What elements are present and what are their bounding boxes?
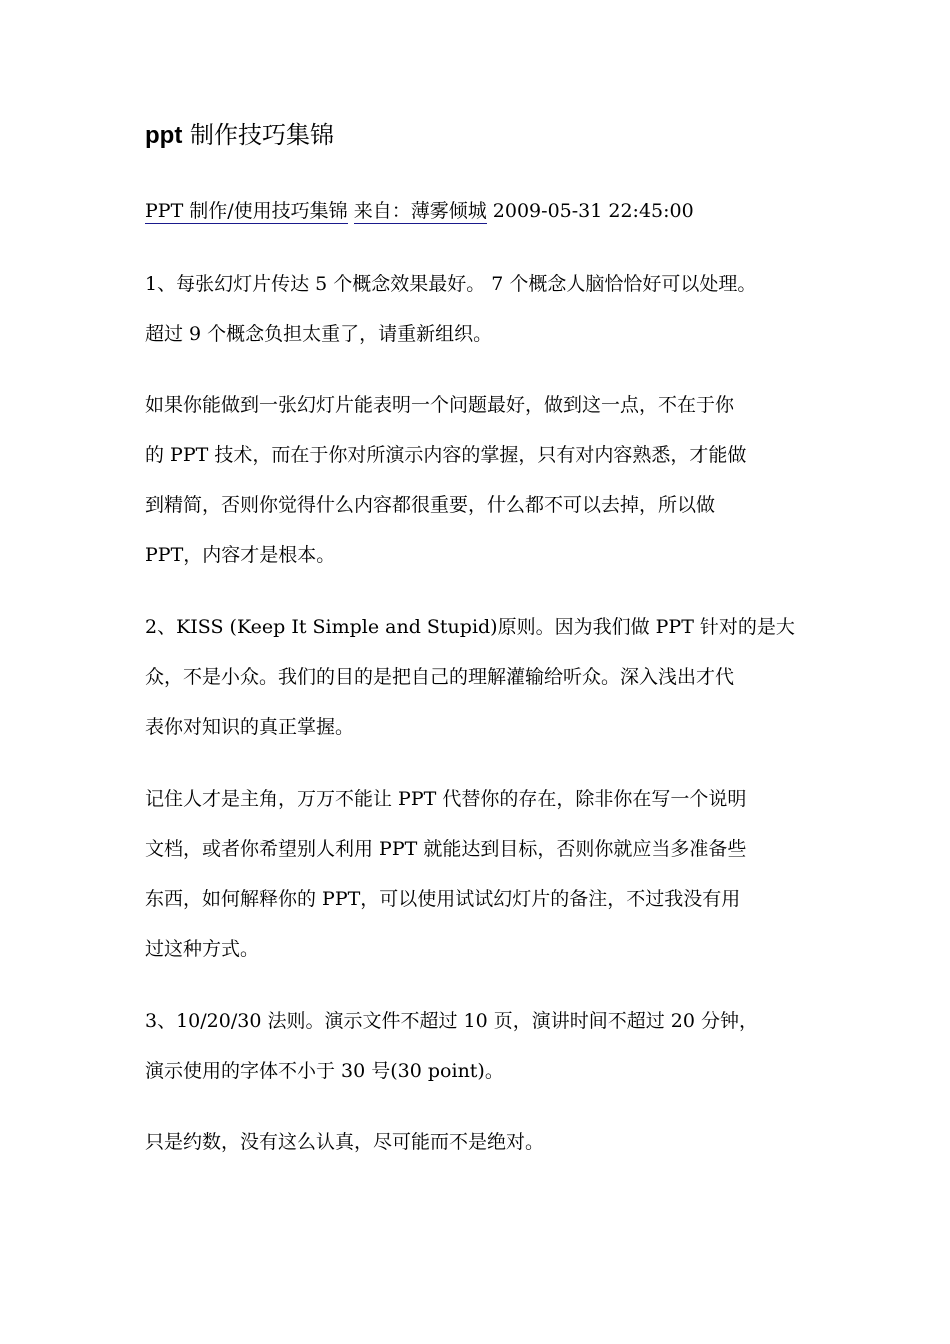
paragraph-line: 2、KISS (Keep It Simple and Stupid)原则。因为我们做 PPT 针对的是大 xyxy=(145,616,795,638)
paragraph-line: 只是约数，没有这么认真，尽可能而不是绝对。 xyxy=(145,1131,545,1153)
title-ppt: ppt xyxy=(145,122,183,149)
paragraph-line: 表你对知识的真正掌握。 xyxy=(145,716,355,738)
paragraph-2 xyxy=(145,380,815,580)
paragraph-line: 如果你能做到一张幻灯片能表明一个问题最好，做到这一点，不在于你 xyxy=(145,394,735,416)
paragraph-line: 东西，如何解释你的 PPT，可以使用试试幻灯片的备注，不过我没有用 xyxy=(145,888,741,910)
title-text: 制作技巧集锦 xyxy=(182,121,334,149)
author-link[interactable]: 来自：薄雾倾城 xyxy=(353,200,487,222)
paragraph-6 xyxy=(145,1117,815,1167)
paragraph-line: 到精简，否则你觉得什么内容都很重要，什么都不可以去掉，所以做 xyxy=(145,494,716,516)
paragraph-1 xyxy=(145,259,815,359)
paragraph-line: PPT，内容才是根本。 xyxy=(145,544,336,566)
paragraph-line: 的 PPT 技术，而在于你对所演示内容的掌握，只有对内容熟悉，才能做 xyxy=(145,444,747,466)
article-meta-line xyxy=(145,196,694,226)
paragraph-line: 演示使用的字体不小于 30 号(30 point)。 xyxy=(145,1060,504,1082)
document-title xyxy=(145,118,334,153)
paragraph-line: 超过 9 个概念负担太重了，请重新组织。 xyxy=(145,323,493,345)
paragraph-5 xyxy=(145,996,815,1096)
paragraph-4 xyxy=(145,774,815,974)
article-title-link[interactable]: PPT 制作/使用技巧集锦 xyxy=(145,200,348,222)
paragraph-3 xyxy=(145,602,815,752)
paragraph-line: 过这种方式。 xyxy=(145,938,260,960)
paragraph-line: 众，不是小众。我们的目的是把自己的理解灌输给听众。深入浅出才代 xyxy=(145,666,735,688)
paragraph-line: 文档，或者你希望别人利用 PPT 就能达到目标，否则你就应当多准备些 xyxy=(145,838,747,860)
paragraph-line: 3、10/20/30 法则。演示文件不超过 10 页，演讲时间不超过 20 分钟， xyxy=(145,1010,758,1032)
post-timestamp: 2009-05-31 22:45:00 xyxy=(486,200,694,222)
paragraph-line: 1、每张幻灯片传达 5 个概念效果最好。 7 个概念人脑恰恰好可以处理。 xyxy=(145,273,757,295)
paragraph-line: 记住人才是主角，万万不能让 PPT 代替你的存在，除非你在写一个说明 xyxy=(145,788,747,810)
